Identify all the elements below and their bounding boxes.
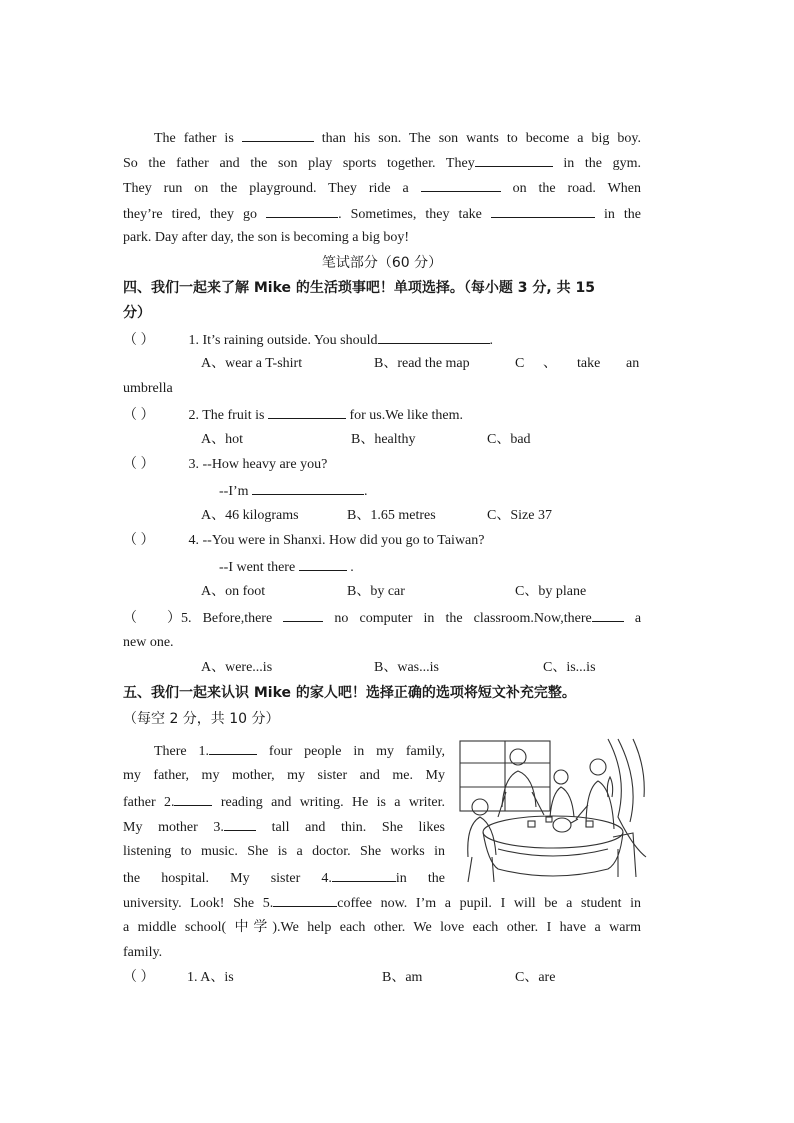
passage-line-3 xyxy=(123,177,641,199)
passage5-line-4 xyxy=(123,816,445,838)
text: 5. Before,there xyxy=(181,611,273,626)
text: no computer in the classroom.Now,there xyxy=(334,611,592,626)
text: They run on the playground. They ride a xyxy=(123,181,409,196)
text: in the gym. xyxy=(563,156,641,171)
written-section-title: 笔试部分（60 分） xyxy=(321,255,443,271)
text: in the xyxy=(603,207,642,222)
text: the hospital. My sister 4. xyxy=(123,871,332,886)
text: for us.We like them. xyxy=(349,408,464,423)
text: 4. --You were in Shanxi. How did you go to Taiwan? xyxy=(188,533,485,548)
option-c[interactable]: C、are xyxy=(515,970,556,985)
passage-line-2 xyxy=(123,152,641,174)
answer-paren[interactable]: （ ） xyxy=(123,408,155,423)
text: . xyxy=(489,333,494,348)
option-b[interactable]: B、read the map xyxy=(374,356,470,371)
option-a[interactable]: A、46 kilograms xyxy=(201,508,299,523)
text: . xyxy=(364,484,368,499)
blank[interactable] xyxy=(252,480,364,495)
blank[interactable] xyxy=(174,791,212,806)
text: university. Look! She 5. xyxy=(123,896,274,911)
text: . Sometimes, they take xyxy=(338,207,482,222)
option-b[interactable]: B、was...is xyxy=(374,660,439,675)
passage-line-4 xyxy=(123,203,641,225)
question-1 xyxy=(123,329,641,351)
answer-paren[interactable]: （ ） xyxy=(123,970,155,985)
passage5-line-3 xyxy=(123,791,445,813)
blank[interactable] xyxy=(268,404,346,419)
question-5 xyxy=(123,607,641,629)
passage5-line-6 xyxy=(123,867,445,889)
option-c[interactable]: C、by plane xyxy=(515,584,587,599)
text: 、 xyxy=(543,356,557,371)
passage5-line-1 xyxy=(123,740,445,762)
blank[interactable] xyxy=(209,740,257,755)
text: than his son. The son wants to become a big boy. xyxy=(321,131,642,146)
text: a xyxy=(634,611,642,626)
blank[interactable] xyxy=(266,203,338,218)
answer-paren[interactable]: （ ） xyxy=(123,611,181,626)
text: . xyxy=(350,560,354,575)
text: --I’m xyxy=(219,484,249,499)
passage5-line-2: my father, my mother, my sister and me. My xyxy=(123,768,445,783)
text: on the road. When xyxy=(512,181,641,196)
text: they’re tired, they go xyxy=(123,207,258,222)
question-4 xyxy=(123,531,641,551)
blank[interactable] xyxy=(332,867,396,882)
question-2 xyxy=(123,404,641,426)
text: The father is xyxy=(154,131,234,146)
blank[interactable] xyxy=(273,892,337,907)
text: So the father and the son play sports together. They xyxy=(123,156,475,171)
passage5-line-7 xyxy=(123,892,641,914)
question-4-answer xyxy=(123,556,641,578)
passage5-line-8: a middle school( 中学).We help each other. We love each other. I have a warm xyxy=(123,920,641,935)
option-b[interactable]: B、healthy xyxy=(351,432,416,447)
text: My mother 3. xyxy=(123,820,224,835)
option-a[interactable]: 1. A、is xyxy=(187,970,234,985)
text: coffee now. I’m a pupil. I will be a student in xyxy=(337,896,641,911)
option-a[interactable]: A、were...is xyxy=(201,660,273,675)
blank[interactable] xyxy=(421,177,501,192)
question-5-wrap: new one. xyxy=(123,635,174,650)
section4-heading: 四、我们一起来了解 Mike 的生活琐事吧！单项选择。（每小题 3 分, 共 15 xyxy=(123,280,595,296)
text: take xyxy=(577,356,601,371)
blank[interactable] xyxy=(592,607,624,622)
option-b[interactable]: B、by car xyxy=(347,584,405,599)
text: in the xyxy=(395,871,445,886)
option-a[interactable]: A、wear a T-shirt xyxy=(201,356,303,371)
section4-heading-cont: 分） xyxy=(123,305,151,321)
passage5-line-5: listening to music. She is a doctor. She works in xyxy=(123,844,445,859)
blank[interactable] xyxy=(299,556,347,571)
section5-heading: 五、我们一起来认识 Mike 的家人吧！选择正确的选项将短文补充完整。 xyxy=(123,685,576,701)
answer-paren[interactable]: （ ） xyxy=(123,533,155,548)
text: four people in my family, xyxy=(268,744,445,759)
blank[interactable] xyxy=(378,329,490,344)
blank[interactable] xyxy=(475,152,553,167)
question-3-answer xyxy=(123,480,641,502)
text: --I went there xyxy=(219,560,296,575)
blank[interactable] xyxy=(224,816,256,831)
text: tall and thin. She likes xyxy=(271,820,446,835)
text: 2. The fruit is xyxy=(188,408,265,423)
text: There 1. xyxy=(154,744,210,759)
option-c[interactable]: C xyxy=(515,356,525,371)
question-1-wrap: umbrella xyxy=(123,381,173,396)
section5-question-1 xyxy=(123,968,641,988)
blank[interactable] xyxy=(491,203,595,218)
passage-line-1 xyxy=(123,127,641,149)
option-b[interactable]: B、1.65 metres xyxy=(347,508,436,523)
passage-line-5: park. Day after day, the son is becoming a big boy! xyxy=(123,230,410,245)
option-a[interactable]: A、hot xyxy=(201,432,243,447)
text: 3. --How heavy are you? xyxy=(188,457,328,472)
option-b[interactable]: B、am xyxy=(382,970,423,985)
section5-heading-cont: （每空 2 分，共 10 分） xyxy=(123,711,280,727)
answer-paren[interactable]: （ ） xyxy=(123,333,155,348)
blank[interactable] xyxy=(283,607,323,622)
answer-paren[interactable]: （ ） xyxy=(123,457,155,472)
text: reading and writing. He is a writer. xyxy=(220,795,445,810)
option-c[interactable]: C、bad xyxy=(487,432,531,447)
blank[interactable] xyxy=(242,127,314,142)
option-a[interactable]: A、on foot xyxy=(201,584,266,599)
family-dinner-illustration xyxy=(458,737,648,887)
passage5-line-9: family. xyxy=(123,945,163,960)
question-3 xyxy=(123,455,641,475)
text: an xyxy=(626,356,640,371)
option-c[interactable]: C、is...is xyxy=(543,660,596,675)
text: 1. It’s raining outside. You should xyxy=(188,333,378,348)
text: father 2. xyxy=(123,795,175,810)
option-c[interactable]: C、Size 37 xyxy=(487,508,552,523)
